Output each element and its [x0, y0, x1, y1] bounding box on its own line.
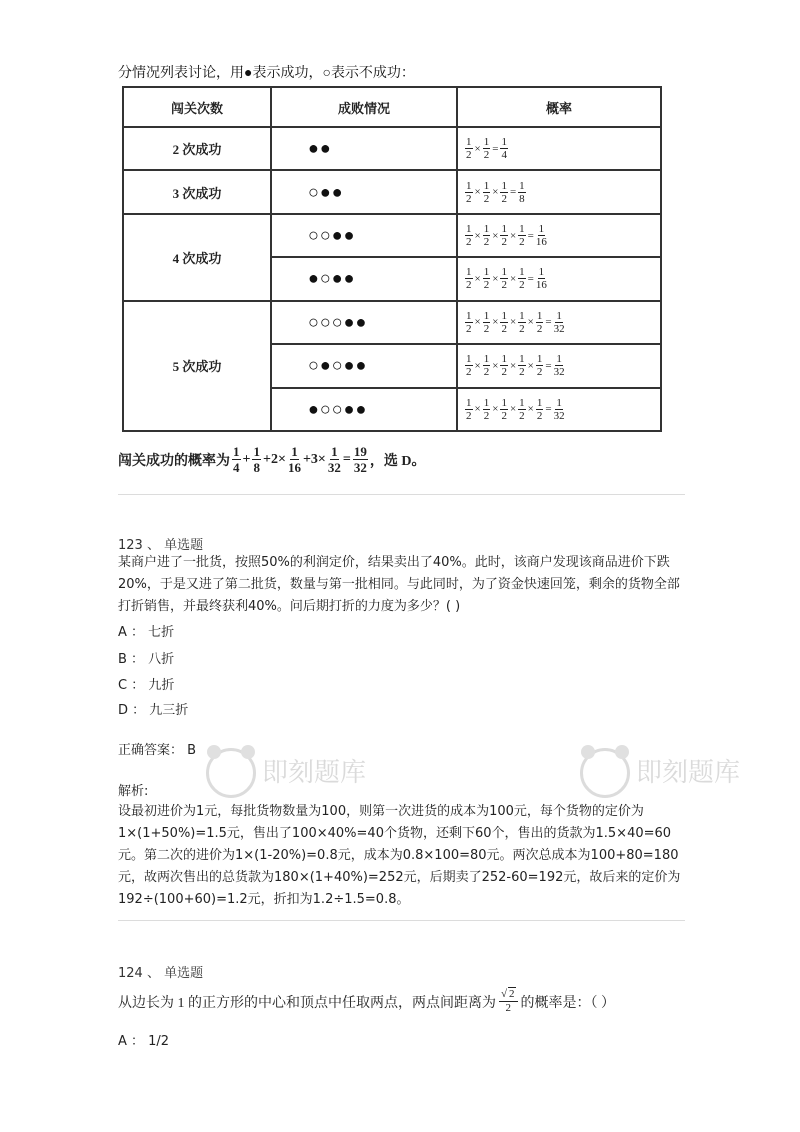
- watermark-text: 即刻题库: [262, 758, 367, 788]
- fraction: $\frac{1}{2}$: [483, 136, 490, 162]
- stem-text: 从边长为 1 的正方形的中心和顶点中任取两点，两点间距离为: [118, 995, 496, 1011]
- probability-expression: [457, 127, 661, 170]
- operator: +3×: [302, 451, 326, 467]
- case-label: 3 次成功: [123, 170, 271, 213]
- fraction: $\frac{1}{4}$: [233, 444, 240, 475]
- times-sign: ×: [474, 229, 481, 242]
- times-sign: ×: [509, 272, 517, 285]
- times-sign: ×: [492, 359, 499, 372]
- case-label: 4 次成功: [123, 214, 271, 301]
- fraction: $\frac{1}{2}$: [466, 136, 472, 162]
- fraction: $\frac{1}{2}$: [483, 309, 490, 335]
- option-c[interactable]: C ： 九折: [118, 678, 175, 693]
- question-124-stem: [118, 988, 615, 1015]
- times-sign: ×: [474, 403, 481, 416]
- intro-text: 分情况列表讨论，用: [118, 66, 244, 81]
- option-d[interactable]: D ： 九三折: [118, 703, 189, 718]
- outcome-dots: ○●○●●: [271, 344, 457, 387]
- fraction: $\frac{1}{8}$: [253, 444, 260, 475]
- times-sign: ×: [527, 316, 534, 329]
- fraction: $\frac{1}{2}$: [536, 309, 543, 335]
- fraction: $\frac{1}{2}$: [466, 353, 472, 379]
- probability-expression: [457, 344, 661, 387]
- fraction: $\frac{1}{8}$: [519, 179, 525, 205]
- fraction: $\frac{1}{2}$: [466, 396, 472, 422]
- times-sign: ×: [492, 229, 499, 242]
- outcome-dots: ●●: [271, 127, 457, 170]
- question-123-header: 123 、 单选题: [118, 538, 204, 553]
- fraction: $\frac{1}{2}$: [519, 309, 525, 335]
- conclusion-text: 闯关成功的概率为: [118, 453, 230, 469]
- probability-expression: [457, 214, 661, 257]
- table-header: 概率: [457, 87, 661, 127]
- outcome-dots: ○●●: [271, 170, 457, 213]
- times-sign: ×: [474, 359, 481, 372]
- fraction: $\frac{1}{2}$: [501, 223, 507, 249]
- equals-sign: =: [545, 359, 552, 372]
- fraction: $\frac{1}{2}$: [483, 353, 490, 379]
- watermark-text: 即刻题库: [636, 758, 741, 788]
- times-sign: ×: [474, 272, 481, 285]
- table-header: 成败情况: [271, 87, 457, 127]
- table-header: 闯关次数: [123, 87, 271, 127]
- times-sign: ×: [509, 229, 517, 242]
- black-dot-icon: ●: [244, 66, 253, 81]
- equals-sign: =: [527, 272, 534, 285]
- fraction: $\frac{19}{32}$: [353, 444, 367, 475]
- fraction: $\frac{1}{16}$: [287, 444, 301, 475]
- outcome-dots: ●○○●●: [271, 388, 457, 431]
- divider: [118, 494, 685, 495]
- white-dot-icon: ○: [322, 66, 331, 81]
- correct-answer: 正确答案： B: [118, 743, 197, 758]
- fraction: $\frac{1}{2}$: [501, 266, 507, 292]
- operator: =: [342, 451, 351, 467]
- operator: +: [242, 451, 251, 467]
- times-sign: ×: [527, 359, 534, 372]
- sqrt-fraction: √ 2 2: [499, 988, 518, 1015]
- fraction: $\frac{1}{2}$: [536, 353, 543, 379]
- probability-expression: [457, 257, 661, 300]
- option-a[interactable]: A ： 七折: [118, 625, 175, 640]
- fraction: $\frac{1}{2}$: [501, 179, 507, 205]
- intro-line: [118, 62, 415, 82]
- fraction: $\frac{1}{16}$: [535, 266, 547, 292]
- question-124-header: 124 、 单选题: [118, 966, 204, 981]
- times-sign: ×: [509, 403, 517, 416]
- conclusion-line: [118, 444, 426, 475]
- divider: [118, 920, 685, 921]
- times-sign: ×: [474, 186, 481, 199]
- times-sign: ×: [492, 272, 499, 285]
- times-sign: ×: [474, 142, 481, 155]
- stem-text: 的概率是：（ ）: [520, 995, 616, 1011]
- equals-sign: =: [527, 229, 534, 242]
- times-sign: ×: [509, 316, 517, 329]
- fraction: $\frac{1}{2}$: [519, 266, 525, 292]
- times-sign: ×: [492, 403, 499, 416]
- fraction: $\frac{1}{2}$: [519, 223, 525, 249]
- fraction: $\frac{1}{2}$: [519, 353, 525, 379]
- equals-sign: =: [492, 142, 499, 155]
- probability-expression: [457, 170, 661, 213]
- analysis-label: 解析:: [118, 784, 149, 799]
- analysis-text: 设最初进价为1元，每批货物数量为100，则第一次进货的成本为100元，每个货物的定价为1×(1+50%)=1.5元，售出了100×40%=40个货物，还剩下60个，售出的货款为1.5×40=60元。第二次的进价为1×(1-20%)=0.8元，成本为0.8×100=80元。两次总成本为100+80=180元，故两次售出的总货款为180×(1+40%)=252元，后期卖了252-60=192元，故后来的定价为192÷(100+60)=1.2元，折扣为1.2÷1.5=0.8。: [118, 804, 681, 907]
- table-row: [123, 214, 661, 257]
- probability-expression: [457, 301, 661, 344]
- fraction: $\frac{1}{16}$: [535, 223, 547, 249]
- outcome-dots: ●○●●: [271, 257, 457, 300]
- times-sign: ×: [474, 316, 481, 329]
- case-label: 5 次成功: [123, 301, 271, 431]
- fraction: $\frac{1}{2}$: [501, 396, 507, 422]
- fraction: $\frac{1}{4}$: [501, 136, 507, 162]
- fraction: $\frac{1}{2}$: [483, 396, 490, 422]
- fraction: $\frac{1}{2}$: [466, 309, 472, 335]
- probability-expression: [457, 388, 661, 431]
- conclusion-text: ，选 D。: [369, 453, 426, 469]
- outcome-dots: ○○●●: [271, 214, 457, 257]
- fraction: $\frac{1}{32}$: [327, 444, 341, 475]
- panda-logo-icon: [206, 748, 256, 798]
- fraction: $\frac{1}{2}$: [519, 396, 525, 422]
- panda-logo-icon: [580, 748, 630, 798]
- table-row: [123, 301, 661, 344]
- table-row: [123, 170, 661, 213]
- outcome-dots: ○○○●●: [271, 301, 457, 344]
- fraction: $\frac{1}{2}$: [483, 223, 490, 249]
- fraction: $\frac{1}{2}$: [466, 179, 472, 205]
- times-sign: ×: [492, 186, 499, 199]
- option-a[interactable]: A ： 1/2: [118, 1034, 170, 1049]
- fraction: $\frac{1}{2}$: [466, 266, 472, 292]
- fraction: $\frac{1}{2}$: [501, 353, 507, 379]
- equals-sign: =: [545, 403, 552, 416]
- equals-sign: =: [509, 186, 517, 199]
- question-123-stem: 某商户进了一批货，按照50%的利润定价，结果卖出了40%。此时，该商户发现该商品进价下跌20%，于是又进了第二批货，数量与第一批相同。与此同时，为了资金快速回笼，剩余的货物全部打折销售，并最终获利40%。问后期打折的力度为多少？( ): [118, 555, 680, 614]
- fraction: $\frac{1}{2}$: [466, 223, 472, 249]
- fraction: $\frac{1}{2}$: [536, 396, 543, 422]
- equals-sign: =: [545, 316, 552, 329]
- times-sign: ×: [527, 403, 534, 416]
- intro-text: 表示成功，: [252, 66, 323, 81]
- times-sign: ×: [492, 316, 499, 329]
- operator: +2×: [262, 451, 286, 467]
- intro-text: 表示不成功：: [330, 66, 415, 81]
- table-row: [123, 127, 661, 170]
- fraction: $\frac{1}{2}$: [483, 266, 490, 292]
- fraction: $\frac{1}{2}$: [501, 309, 507, 335]
- option-b[interactable]: B ： 八折: [118, 652, 175, 667]
- fraction: $\frac{1}{32}$: [553, 353, 565, 379]
- probability-table: [122, 86, 662, 432]
- fraction: $\frac{1}{2}$: [483, 179, 490, 205]
- fraction: $\frac{1}{32}$: [553, 309, 565, 335]
- case-label: 2 次成功: [123, 127, 271, 170]
- fraction: $\frac{1}{32}$: [553, 396, 565, 422]
- times-sign: ×: [509, 359, 517, 372]
